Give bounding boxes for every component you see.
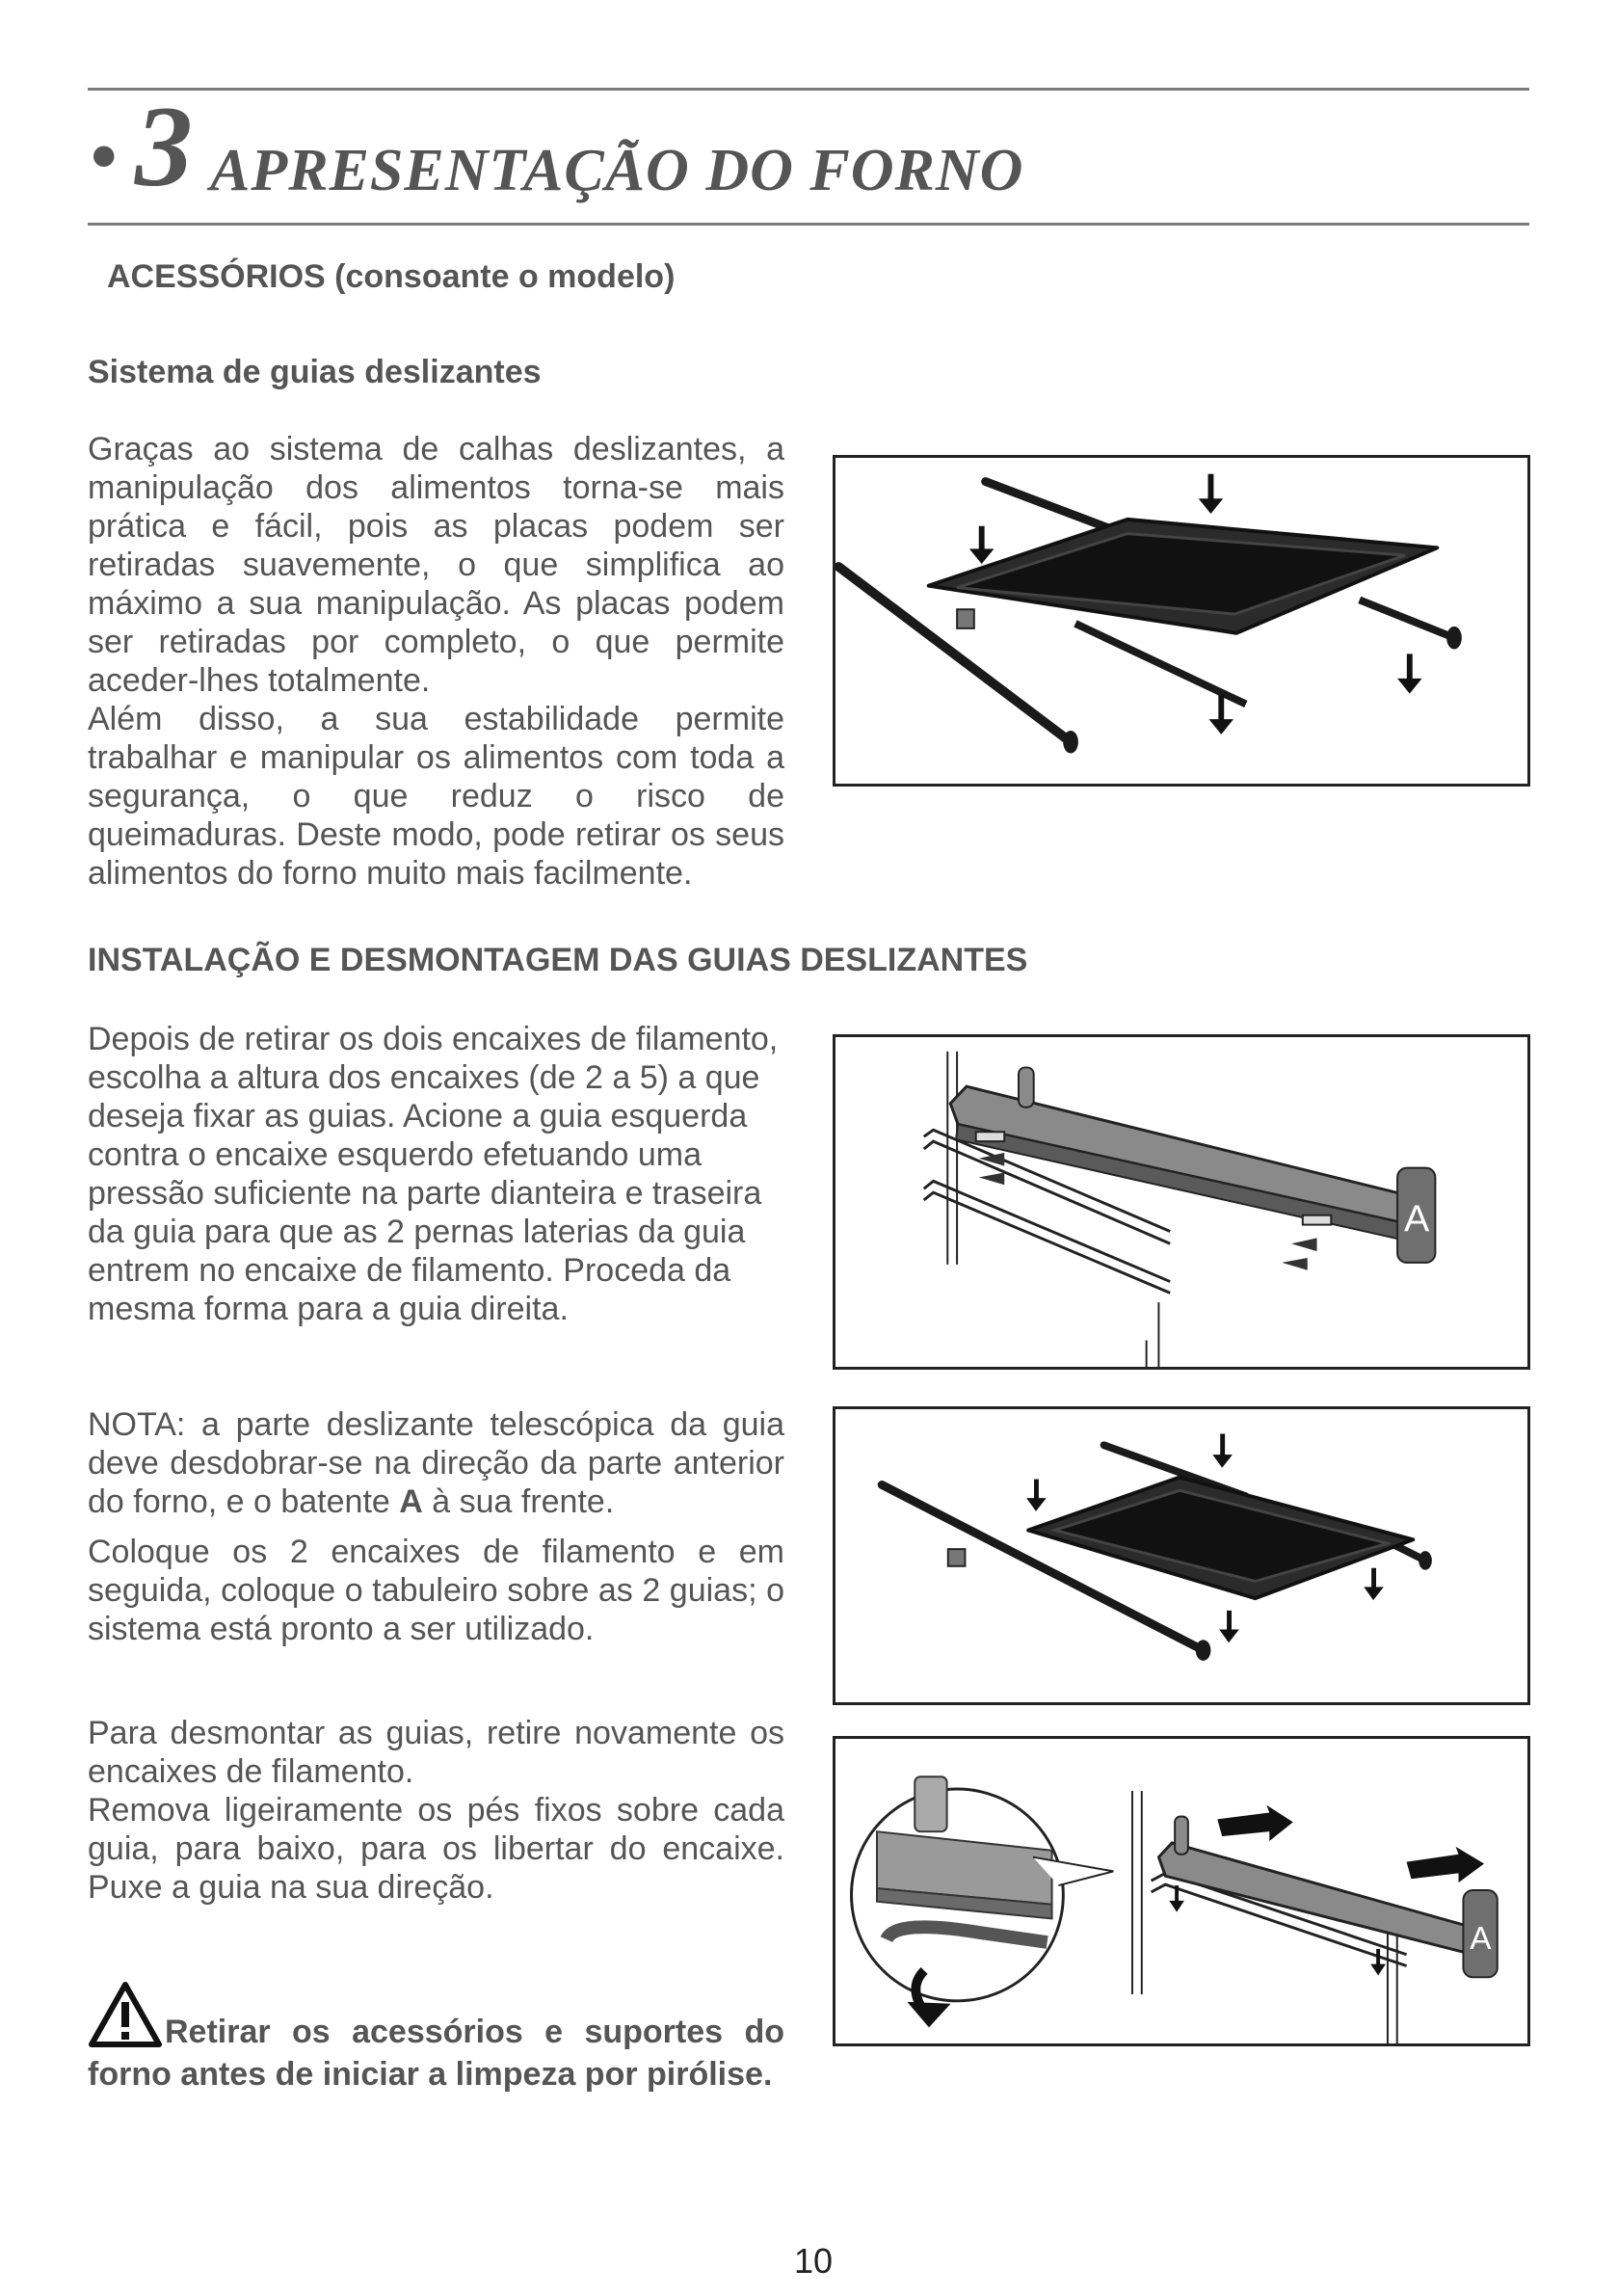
guide-install-figure xyxy=(833,1034,1530,1370)
warning-text: Retirar os acessórios e suportes do forno antes de iniciar a limpeza por pirólise. xyxy=(88,2014,784,2093)
note-text-prefix: NOTA: a parte deslizante telescópica da guia deve desdobrar-se na direção da parte anterior do forno, e o batente xyxy=(88,1406,784,1520)
stop-label-a-2: A xyxy=(1470,1920,1492,1957)
tray-on-rails-figure xyxy=(833,455,1530,787)
note-stop-letter: A xyxy=(399,1483,423,1520)
page-title: APRESENTAÇÃO DO FORNO xyxy=(210,138,1024,203)
chapter-number: 3 xyxy=(135,82,193,210)
title-bullet: • xyxy=(89,109,119,204)
title-rule xyxy=(88,223,1529,226)
note-paragraph xyxy=(88,1405,784,1521)
guide-install-drawing xyxy=(836,1037,1527,1367)
sliding-system-heading: Sistema de guias deslizantes xyxy=(88,354,542,390)
sliding-para-1: Graças ao sistema de calhas deslizantes, a manipulação dos alimentos torna-se mais prática e fácil, pois as placas podem ser retiradas suavemente, o que simplifica ao máximo a sua manipulação. As placas podem ser retiradas por completo, o que permite aceder-lhes totalmente. xyxy=(88,431,784,699)
page-number: 10 xyxy=(794,2241,834,2281)
dismantle-para-1: Para desmontar as guias, retire novamente os encaixes de filamento. xyxy=(88,1715,784,1790)
accessories-heading: ACESSÓRIOS (consoante o modelo) xyxy=(107,258,676,295)
guide-removal-drawing xyxy=(836,1739,1527,2043)
tray-placement-drawing xyxy=(836,1409,1527,1702)
sliding-para-2: Além disso, a sua estabilidade permite trabalhar e manipular os alimentos com toda a segurança, o que reduz o risco de queimaduras. Deste modo, pode retirar os seus alimentos do forno muito mais facilmente. xyxy=(88,701,784,892)
top-rule xyxy=(88,88,1529,91)
installation-para-1: Depois de retirar os dois encaixes de filamento, escolha a altura dos encaixes (de 2 a 5) a que deseja fixar as guias. Acione a guia esquerda contra o encaixe esquerdo efetuando uma pressão suficiente na parte dianteira e traseira da guia para que as 2 pernas laterias da guia entrem no encaixe de filamento. Proceda da mesma forma para a guia direita. xyxy=(88,1021,779,1327)
stop-label-a: A xyxy=(1403,1197,1430,1241)
installation-para-2: Coloque os 2 encaixes de filamento e em seguida, coloque o tabuleiro sobre as 2 guias; o sistema está pronto a ser utilizado. xyxy=(88,1534,784,1647)
dismantle-para-2: Remova ligeiramente os pés fixos sobre cada guia, para baixo, para os libertar do encaixe. Puxe a guia na sua direção. xyxy=(88,1792,784,1906)
pyrolysis-warning xyxy=(88,1981,784,2096)
tray-placement-figure xyxy=(833,1406,1530,1705)
installation-heading: INSTALAÇÃO E DESMONTAGEM DAS GUIAS DESLIZANTES xyxy=(88,942,1028,978)
guide-removal-figure xyxy=(833,1736,1530,2046)
tray-rails-drawing xyxy=(836,458,1527,784)
warning-triangle-icon xyxy=(88,1981,163,2048)
note-text-suffix: à sua frente. xyxy=(422,1483,615,1520)
